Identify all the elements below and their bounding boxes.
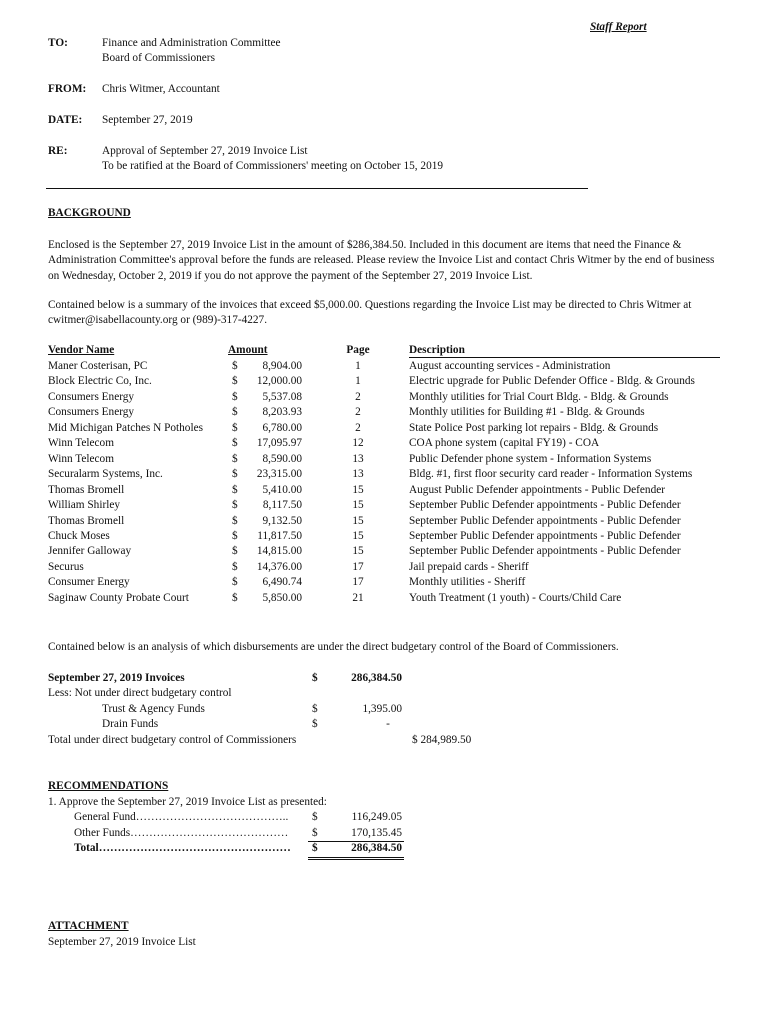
other-funds-currency: $ [312, 827, 318, 839]
cell-page: 2 [355, 406, 361, 419]
table-row [0, 562, 770, 577]
other-funds-amount: 170,135.45 [351, 827, 402, 839]
cell-vendor: Consumers Energy [48, 390, 135, 403]
cell-description: Electric upgrade for Public Defender Office - Bldg. & Grounds [409, 375, 695, 388]
cell-currency: $ [232, 483, 238, 496]
cell-currency: $ [232, 468, 238, 481]
table-row [0, 516, 770, 531]
table-row [0, 531, 770, 546]
cell-amount: 8,203.93 [262, 406, 302, 419]
cell-description: September Public Defender appointments - Public Defender [409, 529, 681, 542]
invoices-amount: 286,384.50 [351, 672, 402, 684]
re-line-2: To be ratified at the Board of Commissioners' meeting on October 15, 2019 [102, 160, 444, 172]
cell-description: Monthly utilities for Trial Court Bldg. - Bldg. & Grounds [409, 390, 669, 403]
table-row [0, 438, 770, 453]
table-row [0, 407, 770, 422]
drain-amount: - [386, 718, 390, 730]
cell-currency: $ [232, 576, 238, 589]
other-funds-label: Other Funds…………………………………… [74, 827, 289, 839]
total-rule-bottom-2 [308, 859, 404, 860]
cell-amount: 14,376.00 [256, 560, 302, 573]
general-fund-label: General Fund………………………………….. [74, 811, 289, 823]
cell-description: September Public Defender appointments - Public Defender [409, 514, 681, 527]
total-rule-bottom-1 [308, 857, 404, 858]
cell-currency: $ [232, 437, 238, 450]
table-row [0, 454, 770, 469]
cell-description: August Public Defender appointments - Public Defender [409, 483, 666, 496]
cell-vendor: Chuck Moses [48, 529, 110, 542]
cell-page: 15 [352, 514, 364, 527]
cell-page: 21 [352, 591, 364, 604]
cell-page: 17 [352, 560, 364, 573]
recommendation-item-1: 1. Approve the September 27, 2019 Invoice List as presented: [48, 796, 327, 808]
cell-amount: 5,850.00 [262, 591, 302, 604]
drain-label: Drain Funds [102, 718, 159, 730]
cell-currency: $ [232, 591, 238, 604]
cell-vendor: Securalarm Systems, Inc. [48, 468, 163, 481]
cell-vendor: Block Electric Co, Inc. [48, 375, 152, 388]
table-row [0, 376, 770, 391]
date-label: DATE: [48, 114, 83, 126]
general-fund-amount: 116,249.05 [351, 811, 402, 823]
general-fund-currency: $ [312, 811, 318, 823]
to-line-2: Board of Commissioners [102, 52, 215, 64]
cell-vendor: Saginaw County Probate Court [48, 591, 189, 604]
background-paragraph-2: Contained below is a summary of the invoices that exceed $5,000.00. Questions regarding the Invoice List may be directed to Chris Witmer at cwitmer@isabellacounty.org or (989)-317-4227. [48, 299, 692, 327]
cell-vendor: Jennifer Galloway [48, 545, 132, 558]
cell-amount: 17,095.97 [256, 437, 302, 450]
cell-description: Public Defender phone system - Information Systems [409, 452, 652, 465]
cell-description: State Police Post parking lot repairs - Bldg. & Grounds [409, 421, 659, 434]
cell-currency: $ [232, 421, 238, 434]
invoices-label: September 27, 2019 Invoices [48, 672, 185, 684]
cell-vendor: Consumer Energy [48, 576, 130, 589]
cell-vendor: Thomas Bromell [48, 483, 125, 496]
cell-vendor: Mid Michigan Patches N Potholes [48, 421, 204, 434]
attachment-item: September 27, 2019 Invoice List [48, 936, 196, 948]
cell-amount: 23,315.00 [256, 468, 302, 481]
cell-page: 15 [352, 529, 364, 542]
recommendations-heading: RECOMMENDATIONS [48, 780, 169, 792]
cell-vendor: Maner Costerisan, PC [48, 360, 148, 372]
cell-currency: $ [232, 406, 238, 419]
table-row [0, 423, 770, 438]
cell-description: August accounting services - Administration [409, 360, 611, 372]
analysis-intro: Contained below is an analysis of which disbursements are under the direct budgetary control of the Board of Commissioners. [48, 641, 619, 653]
cell-vendor: William Shirley [48, 499, 121, 512]
cell-currency: $ [232, 375, 238, 388]
background-heading: BACKGROUND [48, 207, 131, 219]
cell-currency: $ [232, 390, 238, 403]
cell-currency: $ [232, 514, 238, 527]
cell-amount: 5,537.08 [262, 390, 302, 403]
date-value: September 27, 2019 [102, 114, 193, 126]
table-row [0, 593, 770, 608]
cell-amount: 12,000.00 [256, 375, 302, 388]
cell-page: 15 [352, 545, 364, 558]
cell-vendor: Securus [48, 560, 84, 573]
re-line-1: Approval of September 27, 2019 Invoice List [102, 145, 308, 157]
cell-vendor: Consumers Energy [48, 406, 135, 419]
trust-currency: $ [312, 703, 318, 715]
cell-currency: $ [232, 560, 238, 573]
cell-amount: 14,815.00 [256, 545, 302, 558]
cell-amount: 5,410.00 [262, 483, 302, 496]
cell-amount: 6,780.00 [262, 421, 302, 434]
cell-page: 2 [355, 390, 361, 403]
direct-control-total-amount: $ 284,989.50 [412, 734, 472, 746]
from-label: FROM: [48, 83, 87, 95]
header-description: Description [409, 344, 465, 356]
cell-page: 1 [355, 375, 361, 388]
cell-currency: $ [232, 499, 238, 512]
table-row [0, 361, 770, 376]
attachment-heading: ATTACHMENT [48, 920, 129, 932]
cell-page: 15 [352, 483, 364, 496]
cell-page: 17 [352, 576, 364, 589]
cell-description: September Public Defender appointments - Public Defender [409, 545, 681, 558]
cell-currency: $ [232, 452, 238, 465]
recommendation-total-amount: 286,384.50 [351, 842, 402, 854]
cell-description: Bldg. #1, first floor security card reader - Information Systems [409, 468, 693, 481]
staff-report-label: Staff Report [590, 21, 647, 33]
cell-page: 13 [352, 468, 364, 481]
to-line-1: Finance and Administration Committee [102, 37, 281, 49]
less-label: Less: Not under direct budgetary control [48, 687, 232, 699]
cell-vendor: Winn Telecom [48, 437, 114, 450]
to-label: TO: [48, 37, 68, 49]
table-row [0, 546, 770, 561]
cell-vendor: Thomas Bromell [48, 514, 125, 527]
recommendation-total-label: Total…………………………………………… [74, 842, 291, 854]
cell-page: 15 [352, 499, 364, 512]
direct-control-total-label: Total under direct budgetary control of Commissioners [48, 734, 297, 746]
recommendation-total-currency: $ [312, 842, 318, 854]
header-page: Page [346, 344, 370, 356]
cell-amount: 11,817.50 [257, 529, 302, 542]
drain-currency: $ [312, 718, 318, 730]
from-value: Chris Witmer, Accountant [102, 83, 220, 95]
cell-description: Jail prepaid cards - Sheriff [409, 560, 529, 573]
cell-amount: 6,490.74 [262, 576, 302, 589]
cell-amount: 8,117.50 [262, 499, 302, 512]
trust-amount: 1,395.00 [362, 703, 402, 715]
background-paragraph-1: Enclosed is the September 27, 2019 Invoice List in the amount of $286,384.50. Included in this document are items that need the Finance & Administration Committee's approval before the funds are released. Please review the Invoice List and contact Chris Witmer by the end of business on Wednesday, October 2, 2019 if you do not approve the payment of the September 27, 2019 Invoice List. [48, 239, 715, 282]
cell-currency: $ [232, 545, 238, 558]
cell-description: Monthly utilities for Building #1 - Bldg. & Grounds [409, 406, 645, 419]
header-divider [46, 188, 588, 189]
cell-description: COA phone system (capital FY19) - COA [409, 437, 600, 450]
cell-vendor: Winn Telecom [48, 452, 114, 465]
cell-description: Monthly utilities - Sheriff [409, 576, 526, 589]
table-row [0, 469, 770, 484]
cell-currency: $ [232, 529, 238, 542]
invoices-currency: $ [312, 672, 318, 684]
header-amount: Amount [228, 344, 268, 356]
cell-page: 12 [352, 437, 364, 450]
re-label: RE: [48, 145, 68, 157]
cell-page: 2 [355, 421, 361, 434]
cell-amount: 8,904.00 [262, 360, 302, 372]
cell-amount: 9,132.50 [262, 514, 302, 527]
description-header-rule [409, 357, 720, 358]
cell-description: September Public Defender appointments - Public Defender [409, 499, 681, 512]
table-row [0, 577, 770, 592]
cell-page: 13 [352, 452, 364, 465]
table-row [0, 485, 770, 500]
cell-page: 1 [355, 360, 361, 372]
table-row [0, 500, 770, 515]
cell-amount: 8,590.00 [262, 452, 302, 465]
header-vendor: Vendor Name [48, 344, 115, 356]
cell-description: Youth Treatment (1 youth) - Courts/Child Care [409, 591, 622, 604]
cell-currency: $ [232, 360, 238, 372]
trust-label: Trust & Agency Funds [102, 703, 205, 715]
table-row [0, 392, 770, 407]
